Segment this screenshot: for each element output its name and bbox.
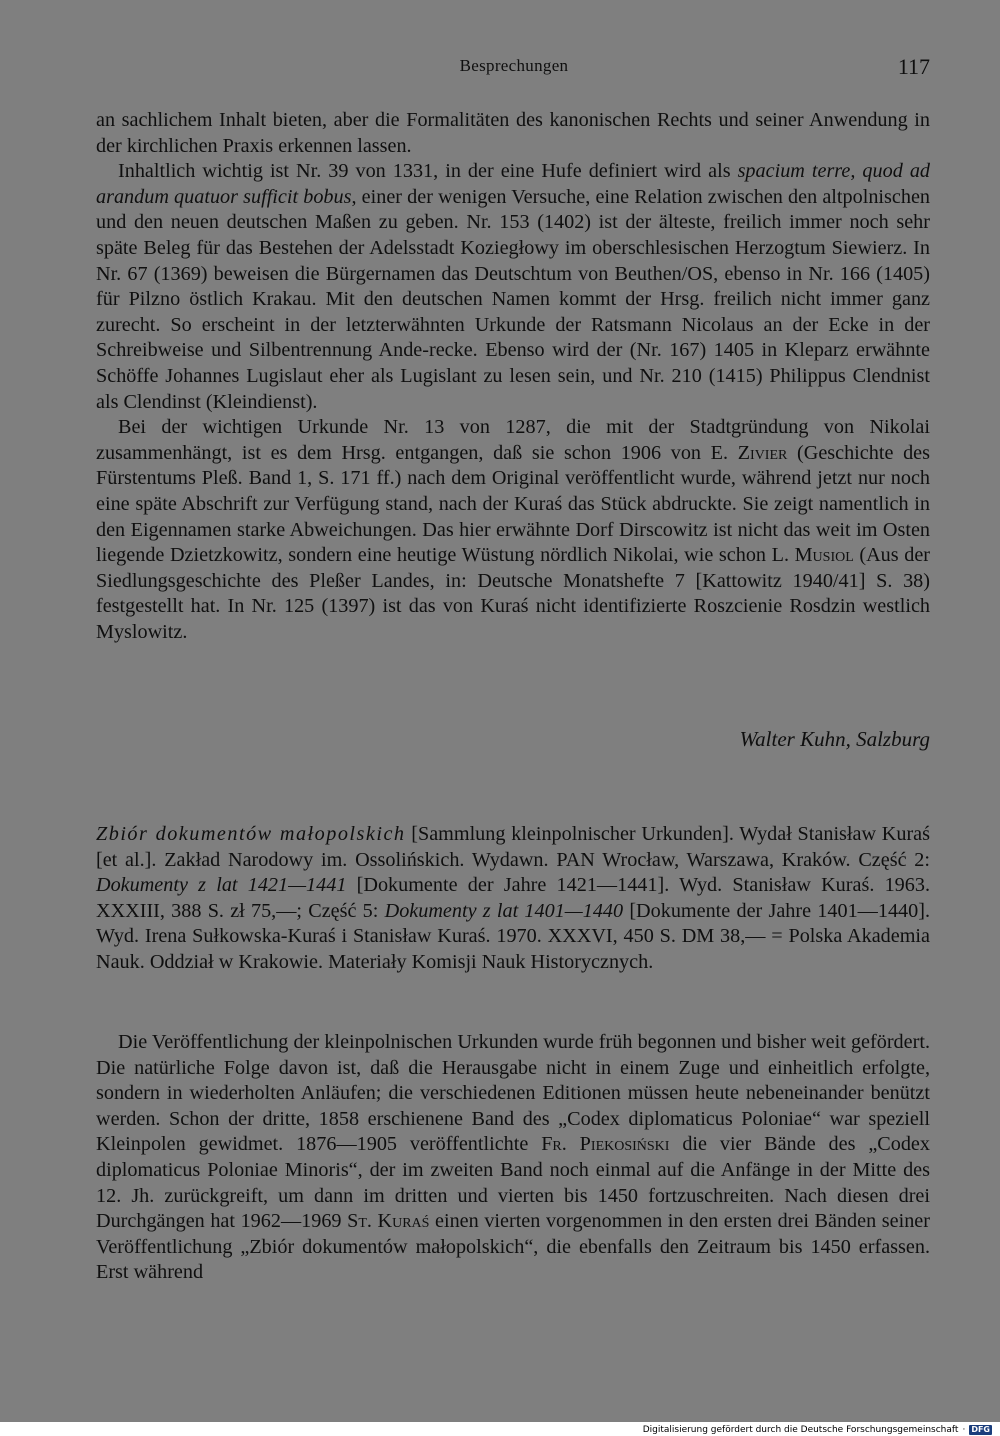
text-run: , einer der wenigen Versuche, eine Relation zwischen den altpolnischen und den neuen deutschen Maßen zu geben. Nr. 153 (1402) ist der älteste, freilich immer noch sehr späte Beleg für das Bestehen der Adelsstadt Koziegłowy im oberschlesischen Herzogtum Siewierz. In Nr. 67 (1369) beweisen die Bürgernamen das Deutschtum von Beuthen/OS, ebenso in Nr. 166 (1405) für Pilzno östlich Krakau. Mit den deutschen Namen kommt der Hrsg. freilich nicht immer ganz zurecht. So erscheint in der letzterwähnten Urkunde der Ratsmann Nicolaus an der Ecke in der Schreibweise und Silbentrennung Ande-recke. Ebenso wird der (Nr. 167) 1405 in Kleparz erwähnte Schöffe Johannes Lugislaut eher als Lugislant zu lesen sein, und Nr. 210 (1415) Philippus Clendnist als Clendinst (Kleindienst). (96, 185, 930, 413)
text-run: [Sammlung kleinpolnischer Urkunden]. Wydał Stanisław Kuraś [et al.]. Zakład Narodowy im. Ossolińskich. Wydawn. PAN Wrocław, Warszawa, Kraków. Część 2: (96, 823, 930, 871)
paragraph (96, 159, 930, 415)
text-run: [Dokumente der Jahre 1421—1441]. Wyd. Stanisław Kuraś. 1963. XXXIII, 388 S. zł 75,—; Część 5: (96, 874, 930, 922)
text-run: [Dokumente der Jahre 1401—1440]. Wyd. Irena Sułkowska-Kuraś i Stanisław Kuraś. 1970. XXXVI, 450 S. DM 38,— = Polska Akademia Nauk. Oddział w Krakowie. Materiały Komisji Nauk Historycznych. (96, 899, 931, 973)
text-run: Die Veröffentlichung der kleinpolnischen Urkunden wurde früh begonnen und bisher weit gefördert. Die natürliche Folge davon ist, daß die Herausgabe nicht in einem Zuge und einheitlich erfolgte, sondern in wiederholten Anläufen; die verschiedenen Editionen müssen heute nebeneinander benützt werden. Schon der dritte, 1858 erschienene Band des „Codex diplomaticus Poloniae“ war speziell Kleinpolen gewidmet. 1876—1905 veröffentlichte (96, 1031, 930, 1156)
paragraph-text: an sachlichem Inhalt bieten, aber die Formalitäten des kanonischen Rechts und seiner Anwendung in der kirchlichen Praxis erkennen lassen. (96, 109, 930, 157)
author-name: Musiol (794, 544, 854, 567)
review-2-text (96, 1030, 930, 1286)
footer-credit: Digitalisierung gefördert durch die Deutsche Forschungsgemeinschaft (642, 1424, 959, 1435)
review-1-text (96, 108, 930, 645)
author-name: Zivier (737, 441, 788, 464)
text-run: (Aus der Siedlungsgeschichte des Pleßer Landes, in: Deutsche Monatshefte 7 [Kattowitz 1940/41] S. 38) festgestellt hat. In Nr. 125 (1397) ist das von Kuraś nicht identifizierte Roszcienie Rosdzin westlich Myslowitz. (96, 544, 931, 643)
text-run: (Geschichte des Fürstentums Pleß. Band 1, S. 171 ff.) nach dem Original veröffentlicht wurde, während jetzt nur noch eine späte Abschrift zur Verfügung stand, nach der Kuraś das Stück abdruckte. Sie zeigt namentlich in den Eigennamen starke Abweichungen. Das hier erwähnte Dorf Dirscowitz ist nicht das weit im Osten liegende Dzietzkowitz, sondern eine heutige Wüstung nördlich Nikolai, wie schon L. (96, 441, 930, 567)
author-name: St. Kuraś (347, 1210, 430, 1233)
paragraph (96, 415, 930, 645)
dfg-logo: DFG (971, 1425, 990, 1434)
review-2-bibliography (96, 822, 930, 976)
volume-title: Dokumenty z lat 1421—1441 (96, 874, 347, 897)
book-title: Zbiór dokumentów małopolskich (96, 823, 406, 845)
paragraph (96, 1030, 930, 1286)
text-run: einen vierten vorgenommen in den ersten drei Bänden seiner Veröffentlichung „Zbiór dokumentów małopolskich“, die ebenfalls den Zeitraum bis 1450 erfassen. Erst während (96, 1210, 930, 1284)
digitization-footer: Digitalisierung gefördert durch die Deutsche Forschungsgemeinschaft · DFG (642, 1424, 990, 1435)
running-title: Besprechungen (459, 56, 569, 75)
page-header (96, 52, 932, 86)
paragraph (96, 108, 930, 159)
text-run: die vier Bände des „Codex diplomaticus Poloniae Minoris“, der im zweiten Band noch einmal auf die Anfänge in der Mitte des 12. Jh. zurückgreift, um dann im dritten und vierten bis 1450 fortzuschreiten. Nach diesen drei Durchgängen hat 1962—1969 (96, 1133, 930, 1233)
review-author: Walter Kuhn, Salzburg (739, 727, 930, 751)
text-run: Bei der wichtigen Urkunde Nr. 13 von 1287, die mit der Stadtgründung von Nikolai zusammenhängt, ist es dem Hrsg. entgangen, daß sie schon 1906 von E. (96, 416, 930, 464)
bibliographic-entry (96, 822, 930, 976)
latin-quote: spacium terre, quod ad arandum quatuor sufficit bobus (96, 160, 931, 208)
author-name: Fr. Piekosiński (541, 1133, 670, 1156)
text-run: Inhaltlich wichtig ist Nr. 39 von 1331, in der eine Hufe definiert wird als (118, 160, 738, 183)
page-number: 117 (897, 54, 930, 79)
volume-title: Dokumenty z lat 1401—1440 (384, 899, 624, 922)
